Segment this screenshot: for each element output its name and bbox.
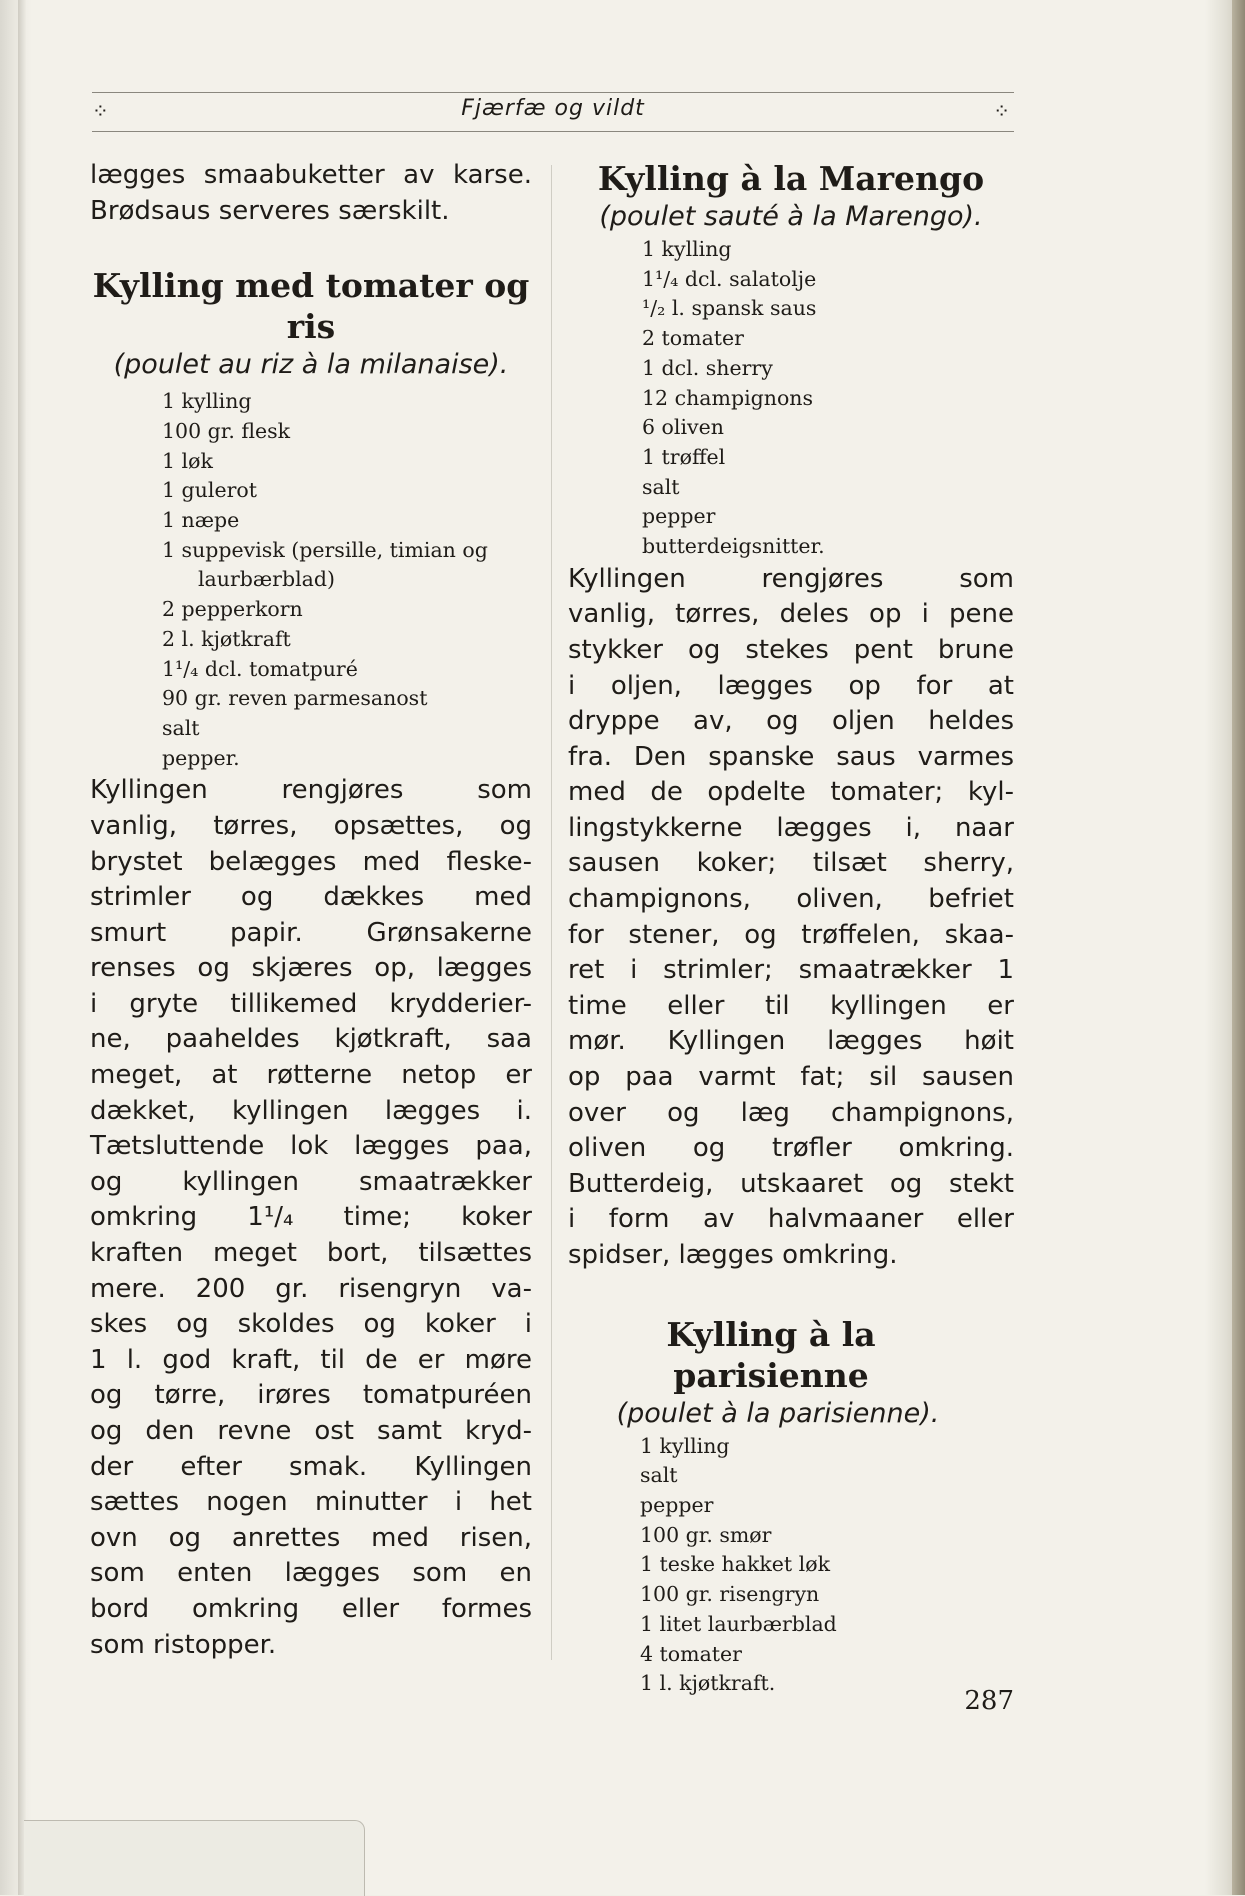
text-line: Kyllingen rengjøres som (568, 563, 1014, 594)
text-line: ret i strimler; smaatrækker 1 (568, 955, 1014, 986)
ingredient-item: 100 gr. risengryn (640, 1582, 820, 1607)
ingredient-item: 1 litet laurbærblad (640, 1611, 837, 1636)
text-line: mør. Kyllingen lægges høit (568, 1026, 1014, 1057)
column-divider (551, 165, 552, 1660)
text-line: spidser, lægges omkring. (568, 1240, 898, 1271)
text-line: op paa varmt fat; sil sausen (568, 1062, 1014, 1093)
header-ornament-right: ⁘ (993, 99, 1010, 123)
text-line: over og læg champignons, (568, 1097, 1014, 1128)
running-header (92, 92, 1014, 132)
text-line: lægges smaabuketter av karse. (90, 160, 532, 190)
ingredient-item: 2 pepperkorn (162, 597, 303, 622)
text-line: og tørre, irøres tomatpuréen (90, 1380, 532, 1411)
ingredient-item: 6 oliven (642, 415, 724, 440)
text-line: fra. Den spanske saus varmes (568, 741, 1014, 772)
text-line: sausen koker; tilsæt sherry, (568, 848, 1014, 879)
ingredient-item: 1 kylling (162, 389, 252, 414)
text-line: der efter smak. Kyllingen (90, 1451, 532, 1482)
recipe-instructions (90, 773, 532, 1663)
text-line: lingstykkerne lægges i, naar (568, 812, 1014, 843)
text-line: Kyllingen rengjøres som (90, 775, 532, 806)
right-column (568, 158, 1014, 1699)
recipe-marengo (568, 158, 1014, 1274)
ingredient-item: 1 løk (162, 448, 213, 473)
ingredient-item: 100 gr. flesk (162, 418, 291, 443)
text-line: dækket, kyllingen lægges i. (90, 1095, 532, 1126)
text-line: Butterdeig, utskaaret og stekt (568, 1168, 1014, 1199)
ingredient-item: 1¹/₄ dcl. salatolje (642, 266, 817, 291)
recipe-instructions (568, 562, 1014, 1274)
text-line: sættes nogen minutter i het (90, 1487, 532, 1518)
ingredient-item: 1 teske hakket løk (640, 1552, 830, 1577)
header-ornament-left: ⁘ (92, 99, 109, 123)
recipe-parisienne (568, 1314, 1014, 1699)
text-line: time eller til kyllingen er (568, 990, 1014, 1021)
text-line: 1 l. god kraft, til de er møre (90, 1344, 532, 1375)
ingredient-item: butterdeigsnitter. (642, 534, 825, 559)
ingredient-item: laurbærblad) (198, 567, 335, 592)
text-line: i oljen, lægges op for at (568, 670, 1014, 701)
header-title: Fjærfæ og vildt (461, 96, 645, 121)
recipe-subtitle: (poulet à la parisienne). (616, 1397, 940, 1429)
recipe-title-line: Kylling med tomater og (92, 266, 530, 306)
text-line: som enten lægges som en (90, 1558, 532, 1589)
page-number: 287 (964, 1686, 1014, 1716)
ingredient-item: pepper (640, 1493, 714, 1518)
text-line: skes og skoldes og koker i (90, 1309, 532, 1340)
recipe-title-line: ris (286, 307, 336, 347)
intro-text (90, 158, 532, 229)
text-line: strimler og dækkes med (90, 882, 532, 913)
ingredient-item: salt (162, 715, 200, 740)
text-line: og kyllingen smaatrækker (90, 1166, 532, 1197)
ingredient-item: 1 suppevisk (persille, timian og (162, 537, 488, 562)
text-line: Tætsluttende lok lægges paa, (90, 1131, 532, 1162)
ingredient-item: 1 næpe (162, 508, 240, 532)
text-line: bord omkring eller formes (90, 1593, 532, 1624)
text-line: oliven og trøfler omkring. (568, 1133, 1014, 1164)
page-corner-tab (24, 1820, 365, 1896)
ingredient-item: 2 l. kjøtkraft (162, 626, 291, 651)
ingredient-item: salt (640, 1463, 678, 1488)
ingredient-item: ¹/₂ l. spansk saus (642, 296, 817, 321)
text-line: ovn og anrettes med risen, (90, 1522, 532, 1553)
recipe-milanaise (90, 265, 532, 1663)
page-edge (1232, 0, 1245, 1895)
recipe-subtitle: (poulet sauté à la Marengo). (599, 201, 983, 232)
book-spine-shadow (18, 0, 26, 1895)
text-line: meget, at røtterne netop er (90, 1060, 532, 1091)
ingredient-item: 2 tomater (642, 326, 744, 351)
text-line: og den revne ost samt kryd- (90, 1416, 532, 1447)
text-line: dryppe av, og oljen heldes (568, 706, 1014, 737)
text-line: stykker og stekes pent brune (568, 634, 1014, 665)
ingredient-item: 1 trøffel (642, 444, 726, 469)
ingredient-item: 12 champignons (642, 385, 814, 410)
recipe-title: Kylling à la Marengo (597, 159, 985, 198)
text-line: omkring 1¹/₄ time; koker (90, 1202, 532, 1233)
text-line: smurt papir. Grønsakerne (90, 917, 532, 948)
ingredient-item: 1¹/₄ dcl. tomatpuré (162, 656, 358, 681)
text-line: for stener, og trøffelen, skaa- (568, 919, 1014, 950)
text-line: i form av halvmaaner eller (568, 1204, 1014, 1235)
text-line: som ristopper. (90, 1629, 277, 1660)
ingredient-item: 4 tomater (640, 1641, 742, 1666)
text-line: med de opdelte tomater; kyl- (568, 777, 1014, 808)
text-line: renses og skjæres op, lægges (90, 953, 532, 984)
ingredient-item: 1 dcl. sherry (642, 355, 773, 380)
text-line: kraften meget bort, tilsættes (90, 1238, 532, 1269)
ingredient-item: 1 kylling (642, 237, 732, 261)
ingredient-list (568, 235, 1014, 562)
text-line: vanlig, tørres, opsættes, og (90, 810, 532, 841)
ingredient-item: 100 gr. smør (640, 1522, 772, 1547)
ingredient-item: pepper. (162, 745, 240, 770)
recipe-title (90, 265, 532, 347)
text-line: Brødsaus serveres særskilt. (90, 195, 450, 226)
recipe-subtitle: (poulet au riz à la milanaise). (113, 349, 509, 381)
text-line: mere. 200 gr. risengryn va- (90, 1273, 532, 1304)
recipe-title: Kylling à la parisienne (666, 1314, 876, 1395)
ingredient-list (90, 387, 532, 773)
ingredient-item: 1 kylling (640, 1433, 730, 1458)
ingredient-item: pepper (642, 504, 716, 529)
ingredient-list (568, 1432, 1014, 1699)
text-line: brystet belægges med fleske- (90, 846, 532, 877)
ingredient-item: salt (642, 474, 680, 499)
ingredient-item: 1 gulerot (162, 478, 257, 503)
text-line: champignons, oliven, befriet (568, 884, 1014, 915)
text-line: vanlig, tørres, deles op i pene (568, 599, 1014, 630)
left-column (90, 158, 532, 1663)
text-line: i gryte tillikemed krydderier- (90, 988, 532, 1019)
ingredient-item: 1 l. kjøtkraft. (640, 1671, 776, 1696)
ingredient-item: 90 gr. reven parmesanost (162, 686, 428, 711)
text-line: ne, paaheldes kjøtkraft, saa (90, 1024, 532, 1055)
